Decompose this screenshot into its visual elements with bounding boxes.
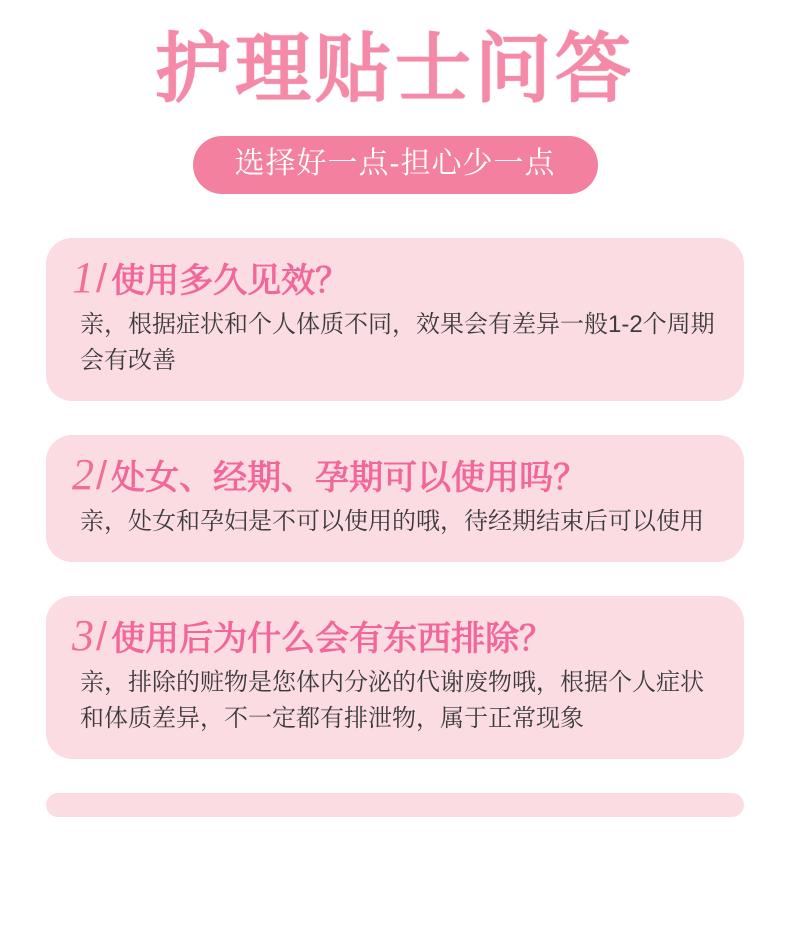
subtitle-badge: 选择好一点-担心少一点 bbox=[193, 136, 598, 194]
faq-number: 3 bbox=[72, 610, 94, 660]
faq-answer-text: 亲，处女和孕妇是不可以使用的哦，待经期结束后可以使用 bbox=[80, 507, 704, 535]
faq-question-row bbox=[72, 610, 718, 660]
faq-question-row bbox=[72, 252, 718, 302]
faq-list bbox=[0, 238, 790, 817]
page-title: 护理贴士问答 bbox=[155, 27, 635, 112]
faq-question-row bbox=[72, 449, 718, 499]
faq-answer-text: 亲，排除的赃物是您体内分泌的代谢废物哦，根据个人症状和体质差异，不一定都有排泄物，属于正常现象 bbox=[80, 669, 704, 733]
page-header bbox=[0, 0, 790, 194]
faq-item bbox=[46, 435, 744, 562]
faq-item bbox=[46, 596, 744, 759]
faq-slash-separator: / bbox=[96, 614, 108, 659]
faq-item-partial bbox=[46, 793, 744, 817]
faq-number: 2 bbox=[72, 449, 94, 499]
faq-answer-text: 亲，根据症状和个人体质不同，效果会有差异一般1-2个周期会有改善 bbox=[80, 310, 715, 374]
faq-question-text: 使用后为什么会有东西排除？ bbox=[111, 619, 554, 658]
faq-number: 1 bbox=[72, 252, 94, 302]
faq-slash-separator: / bbox=[96, 453, 108, 498]
subtitle-container bbox=[0, 136, 790, 194]
faq-item bbox=[46, 238, 744, 401]
faq-slash-separator: / bbox=[96, 256, 108, 301]
faq-question-text: 使用多久见效？ bbox=[111, 261, 350, 300]
faq-question-text: 处女、经期、孕期可以使用吗？ bbox=[111, 458, 588, 497]
